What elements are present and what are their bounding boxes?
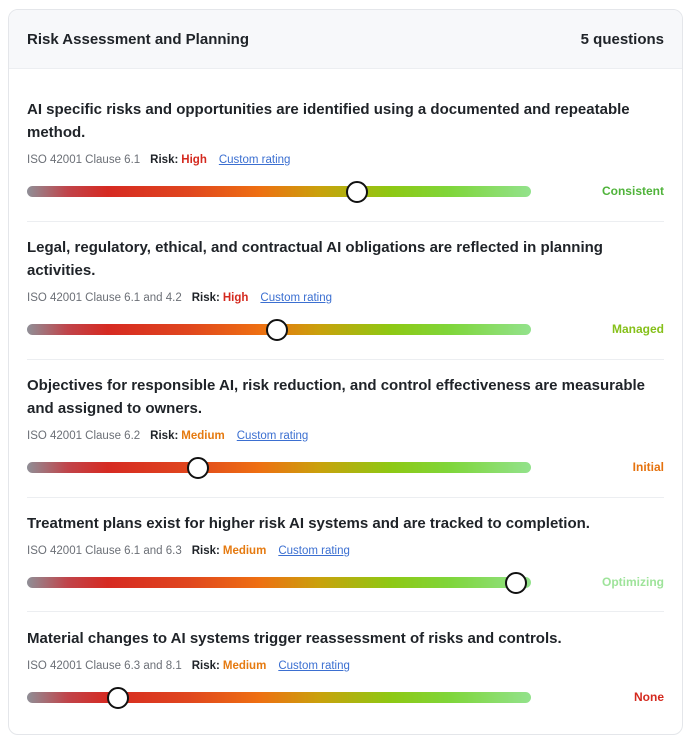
clause-reference: ISO 42001 Clause 6.1 and 6.3: [27, 545, 182, 557]
slider-track[interactable]: [27, 186, 531, 197]
assessment-card: [8, 9, 683, 735]
question-meta: [27, 543, 664, 559]
question-item: [27, 512, 664, 595]
divider: [27, 359, 664, 360]
divider: [27, 611, 664, 612]
slider-thumb[interactable]: [346, 181, 368, 203]
clause-reference: ISO 42001 Clause 6.3 and 8.1: [27, 660, 182, 672]
risk-label: Risk:: [150, 154, 179, 166]
maturity-slider: [27, 318, 664, 342]
risk-label: Risk:: [191, 545, 220, 557]
question-text: Legal, regulatory, ethical, and contractual AI obligations are reflected in planning activities.: [27, 239, 603, 279]
question-meta: [27, 428, 664, 444]
maturity-level: Initial: [632, 460, 664, 474]
clause-reference: ISO 42001 Clause 6.1 and 4.2: [27, 292, 182, 304]
card-header: [9, 10, 682, 69]
question-text: Objectives for responsible AI, risk reduction, and control effectiveness are measurable and assigned to owners.: [27, 377, 645, 417]
question-item: [27, 236, 664, 342]
maturity-level: None: [634, 690, 664, 704]
clause-reference: ISO 42001 Clause 6.2: [27, 430, 141, 442]
risk-value: High: [181, 154, 207, 166]
slider-track[interactable]: [27, 462, 531, 473]
question-meta: [27, 658, 664, 674]
maturity-level: Managed: [611, 322, 664, 336]
section-title: Risk Assessment and Planning: [27, 30, 250, 48]
maturity-level: Optimizing: [602, 575, 664, 589]
risk-value: Medium: [222, 660, 267, 672]
slider-thumb[interactable]: [187, 457, 209, 479]
risk-value: Medium: [222, 545, 267, 557]
custom-rating-link[interactable]: Custom rating: [218, 154, 291, 166]
question-meta: [27, 290, 664, 306]
clause-reference: ISO 42001 Clause 6.1: [27, 154, 141, 166]
risk-label: Risk:: [191, 660, 220, 672]
question-item: [27, 627, 664, 710]
slider-track[interactable]: [27, 692, 531, 703]
risk-label: Risk:: [150, 430, 179, 442]
question-item: [27, 374, 664, 480]
question-count: 5 questions: [580, 30, 664, 48]
maturity-slider: [27, 180, 664, 204]
question-text: Treatment plans exist for higher risk AI systems and are tracked to completion.: [27, 515, 590, 532]
divider: [27, 497, 664, 498]
slider-thumb[interactable]: [505, 572, 527, 594]
risk-value: High: [222, 292, 249, 304]
risk-label: Risk:: [191, 292, 220, 304]
maturity-slider: [27, 686, 664, 710]
divider: [27, 221, 664, 222]
custom-rating-link[interactable]: Custom rating: [236, 430, 309, 442]
maturity-slider: [27, 571, 664, 595]
question-meta: [27, 152, 664, 168]
maturity-level: Consistent: [601, 184, 664, 198]
risk-value: Medium: [181, 430, 225, 442]
question-text: Material changes to AI systems trigger reassessment of risks and controls.: [27, 630, 562, 647]
slider-thumb[interactable]: [107, 687, 129, 709]
question-item: [27, 98, 664, 204]
custom-rating-link[interactable]: Custom rating: [278, 545, 350, 557]
question-text: AI specific risks and opportunities are identified using a documented and repeatable method.: [27, 101, 630, 141]
maturity-slider: [27, 456, 664, 480]
custom-rating-link[interactable]: Custom rating: [260, 292, 333, 304]
custom-rating-link[interactable]: Custom rating: [278, 660, 350, 672]
slider-track[interactable]: [27, 577, 531, 588]
slider-thumb[interactable]: [266, 319, 288, 341]
